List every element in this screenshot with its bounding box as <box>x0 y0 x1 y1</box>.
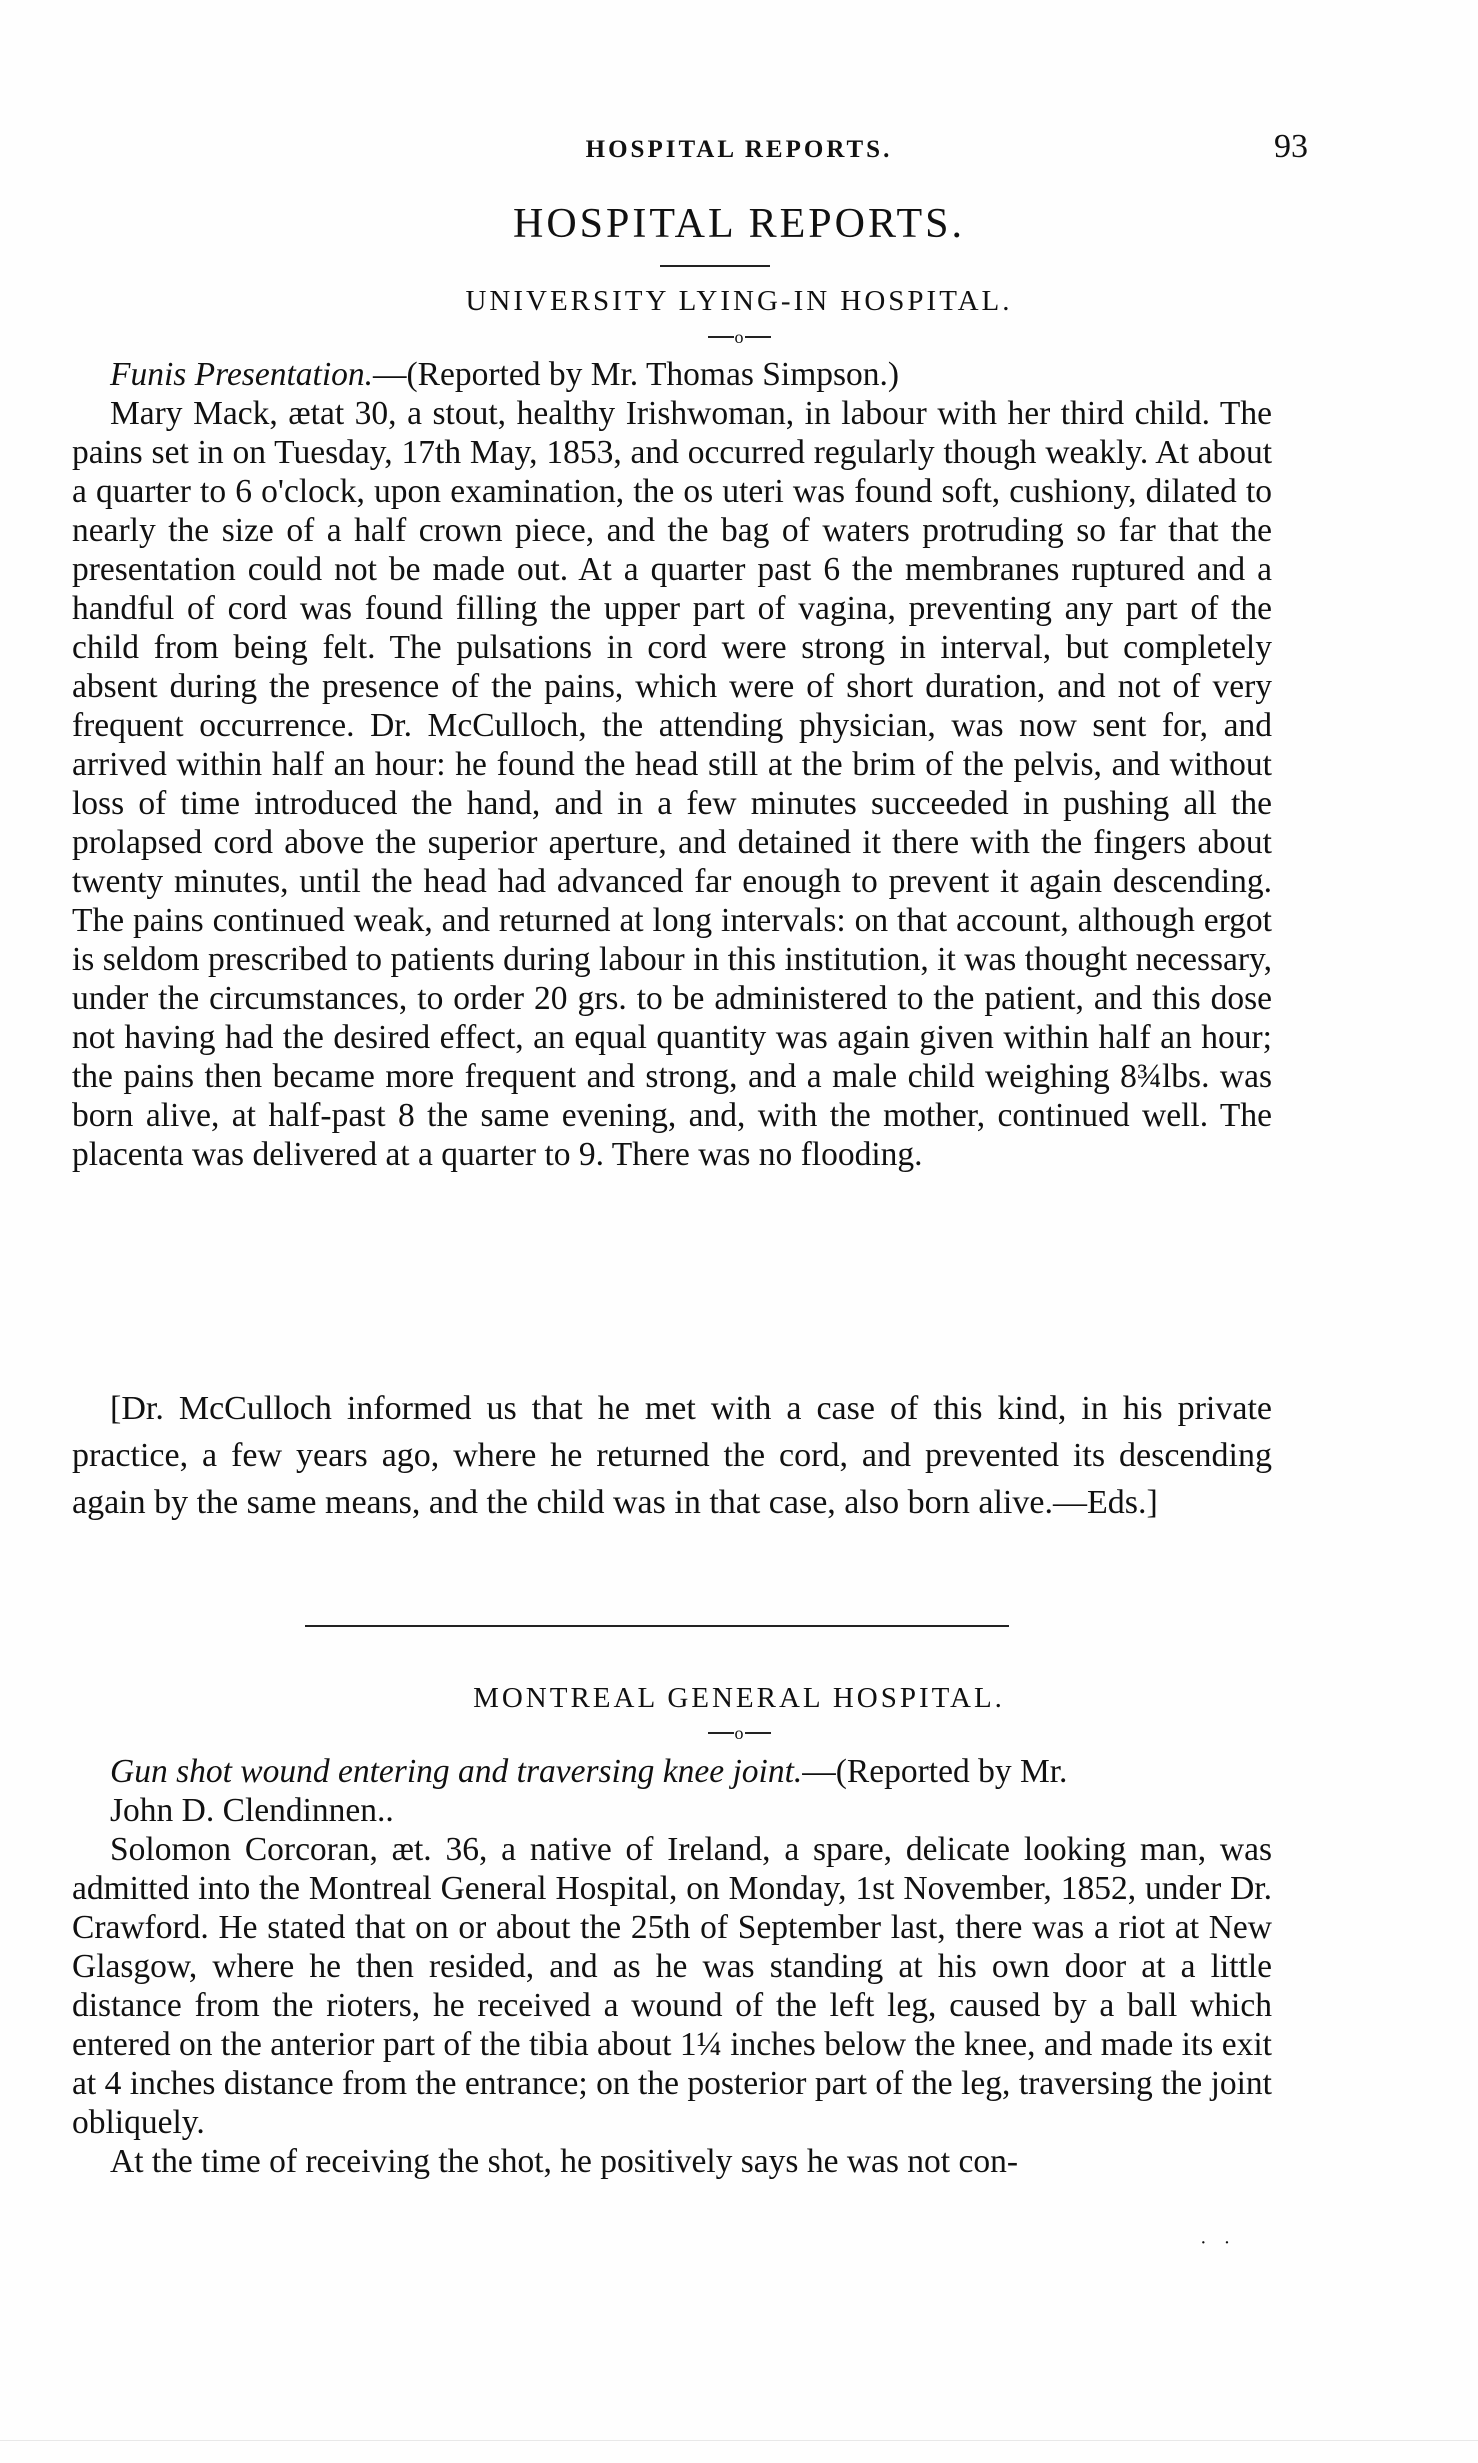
page-title: HOSPITAL REPORTS. <box>513 201 965 247</box>
running-head: HOSPITAL REPORTS. <box>585 136 893 163</box>
title-rule <box>660 265 770 267</box>
section-divider <box>305 1625 1009 1627</box>
case-reporter: —(Reported by Mr. Thomas Simpson.) <box>373 356 900 393</box>
section-heading-university: UNIVERSITY LYING-IN HOSPITAL. <box>465 285 1013 317</box>
case-body: Mary Mack, ætat 30, a stout, healthy Irishwoman, in labour with her third child. The pains set in on Tuesday, 17th May, 1853, and occurred regularly though weakly. At about a quarter to 6 o'clock, upon examination, the os uteri was found soft, cushiony, dilated to nearly the size of a half crown piece, and the bag of waters protruding so far that the presentation could not be made out. At a quarter past 6 the membranes ruptured and a handful of cord was found filling the upper part of vagina, preventing any part of the child from being felt. The pulsations in cord were strong in interval, but completely absent during the presence of the pains, which were of short duration, and not of very frequent occurrence. Dr. McCulloch, the attending physician, was now sent for, and arrived within half an hour: he found the head still at the brim of the pelvis, and without loss of time introduced the hand, and in a few minutes succeeded in pushing all the prolapsed cord above the superior aperture, and detained it there with the fingers about twenty minutes, until the head had advanced far enough to prevent it again descending. The pains continued weak, and returned at long intervals: on that account, although ergot is seldom prescribed to patients during labour in this institution, it was thought necessary, under the circumstances, to order 20 grs. to be administered to the patient, and this dose not having had the desired effect, an equal quantity was again given within half an hour; the pains then became more frequent and strong, and a male child weighing 8¾lbs. was born alive, at half-past 8 the same evening, and, with the mother, continued well. The placenta was delivered at a quarter to 9. There was no flooding. <box>72 395 1272 1173</box>
case-reporter: —(Reported by Mr. <box>802 1753 1068 1790</box>
case-heading <box>72 355 1272 394</box>
editors-note-text: [Dr. McCulloch informed us that he met with a case of this kind, in his private practice, a few years ago, where he returned the cord, and prevented its descending again by the same means, and the child was in that case, also born alive.—Eds.] <box>72 1390 1272 1521</box>
page-edge <box>0 2440 1478 2441</box>
section-heading-montreal: MONTREAL GENERAL HOSPITAL. <box>473 1682 1005 1714</box>
section-ornament: o <box>0 326 1478 347</box>
case-report-funis <box>72 355 1272 1174</box>
editors-note <box>72 1385 1272 1526</box>
case-reporter-continued: John D. Clendinnen.. <box>110 1792 394 1829</box>
page-number: 93 <box>1274 128 1308 165</box>
case-title: Gun shot wound entering and traversing knee joint. <box>110 1753 803 1790</box>
case-report-gunshot <box>72 1752 1272 2181</box>
case-title: Funis Presentation. <box>110 356 374 393</box>
print-specks: · · <box>1200 2232 1237 2254</box>
case-body-continued: At the time of receiving the shot, he positively says he was not con- <box>110 2143 1019 2180</box>
case-heading <box>72 1752 1272 1791</box>
case-body: Solomon Corcoran, æt. 36, a native of Ireland, a spare, delicate looking man, was admitted into the Montreal General Hospital, on Monday, 1st November, 1852, under Dr. Crawford. He stated that on or about the 25th of September last, there was a riot at New Glasgow, where he then resided, and as he was standing at his own door at a little distance from the rioters, he received a wound of the left leg, caused by a ball which entered on the anterior part of the tibia about 1¼ inches below the knee, and made its exit at 4 inches distance from the entrance; on the posterior part of the leg, traversing the joint obliquely. <box>72 1831 1272 2141</box>
section-ornament: o <box>0 1722 1478 1743</box>
